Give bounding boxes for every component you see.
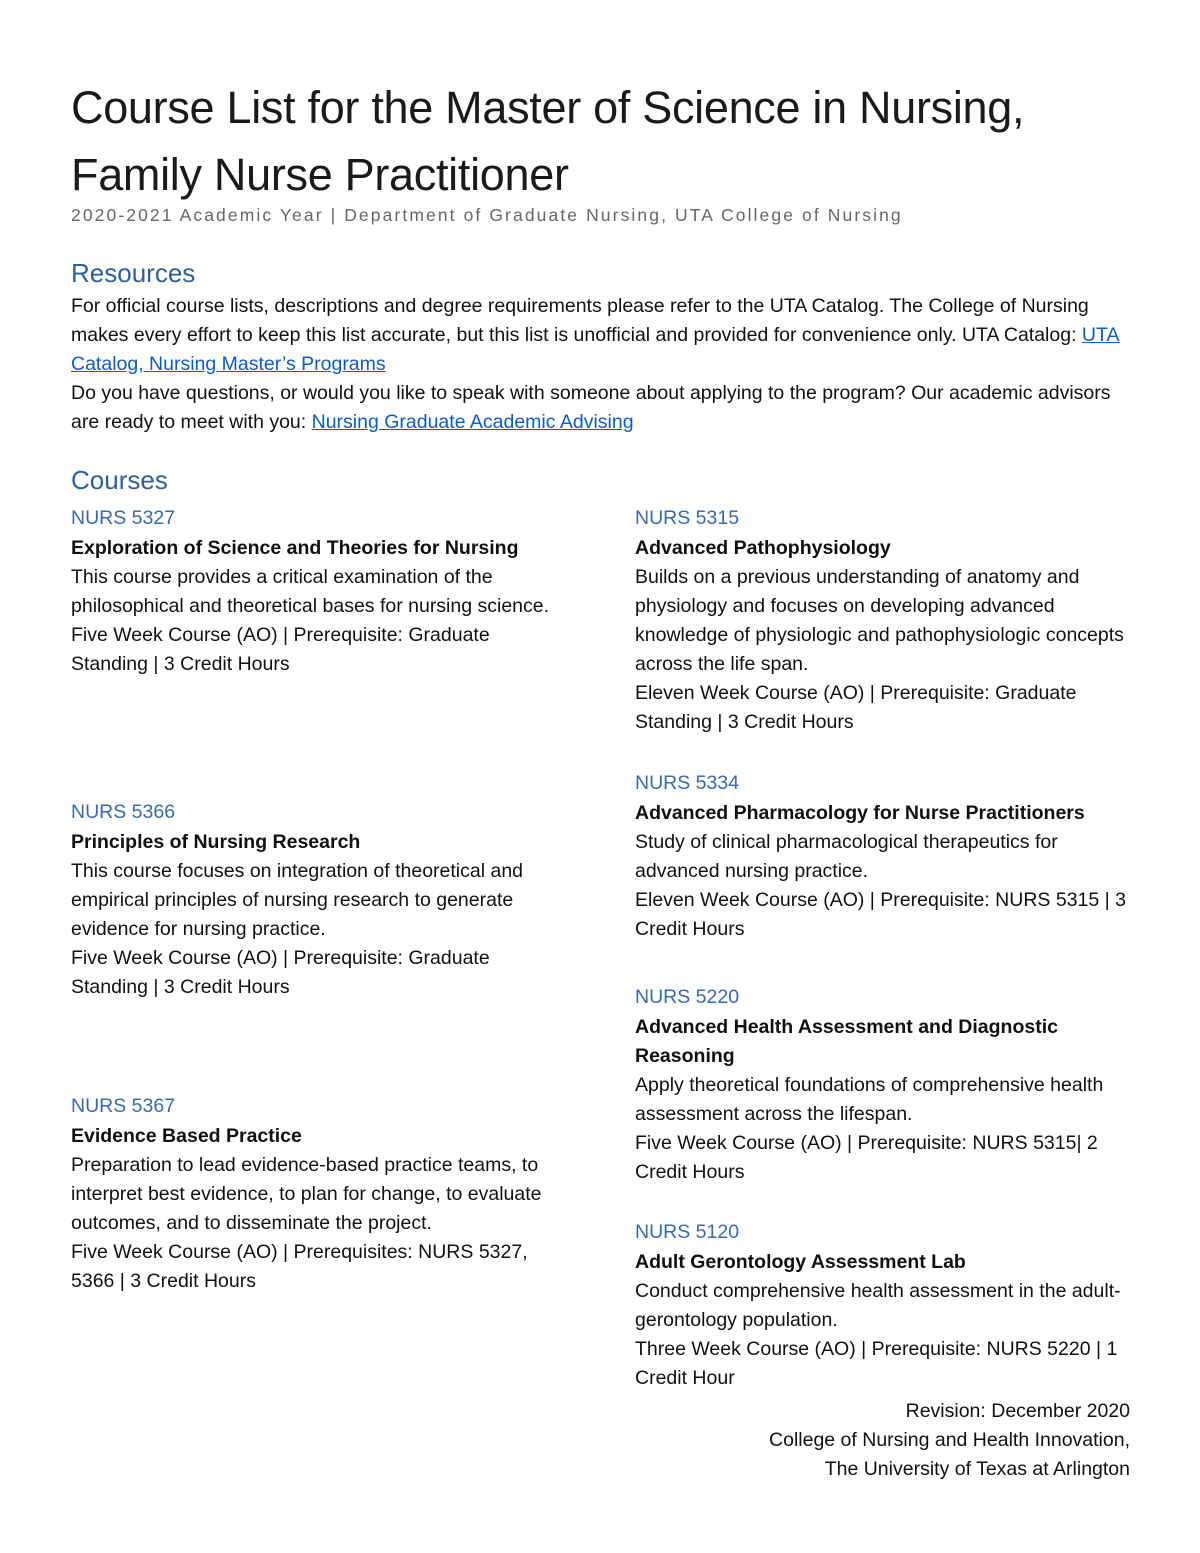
course-nurs-5315 (635, 504, 1135, 737)
course-code: NURS 5220 (635, 986, 740, 1008)
course-code: NURS 5315 (635, 507, 740, 529)
courses-heading: Courses (71, 465, 168, 495)
course-meta: Five Week Course (AO) | Prerequisites: NURS 5327, 5366 | 3 Credit Hours (71, 1241, 528, 1292)
subtitle: 2020-2021 Academic Year | Department of Graduate Nursing, UTA College of Nursing (71, 205, 903, 225)
course-name: Advanced Pharmacology for Nurse Practitioners (635, 802, 1085, 824)
course-nurs-5120 (635, 1218, 1135, 1393)
course-nurs-5334 (635, 769, 1135, 944)
university-name: The University of Texas at Arlington (824, 1458, 1130, 1480)
course-name: Adult Gerontology Assessment Lab (635, 1251, 966, 1273)
course-name: Advanced Pathophysiology (635, 537, 891, 559)
course-description: Study of clinical pharmacological therapeutics for advanced nursing practice. (635, 831, 1058, 882)
uta-catalog-link[interactable]: UTA Catalog, Nursing Master’s Programs (71, 324, 1120, 375)
title-line-2: Family Nurse Practitioner (71, 149, 569, 200)
course-code: NURS 5366 (71, 801, 176, 823)
course-name: Evidence Based Practice (71, 1125, 302, 1147)
course-description: This course provides a critical examination of the philosophical and theoretical bases for nursing science. (71, 566, 550, 617)
resources-paragraph-1-text: For official course lists, descriptions and degree requirements please refer to the UTA Catalog. The College of Nursing makes every effort to keep this list accurate, but this list is unofficial and provided for convenience only. UTA Catalog: (71, 295, 1089, 346)
course-nurs-5220 (635, 983, 1135, 1187)
course-nurs-5366 (71, 798, 571, 1002)
course-meta: Eleven Week Course (AO) | Prerequisite: NURS 5315 | 3 Credit Hours (635, 889, 1126, 940)
course-meta: Eleven Week Course (AO) | Prerequisite: Graduate Standing | 3 Credit Hours (635, 682, 1077, 733)
course-meta: Five Week Course (AO) | Prerequisite: Graduate Standing | 3 Credit Hours (71, 947, 490, 998)
course-code: NURS 5120 (635, 1221, 740, 1243)
resources-section (71, 292, 1131, 437)
revision-date: Revision: December 2020 (905, 1400, 1130, 1422)
resources-heading: Resources (71, 258, 196, 288)
course-description: Apply theoretical foundations of comprehensive health assessment across the lifespan. (635, 1074, 1104, 1125)
course-description: Builds on a previous understanding of anatomy and physiology and focuses on developing advanced knowledge of physiologic and pathophysiologic concepts across the life span. (635, 566, 1124, 675)
course-name: Advanced Health Assessment and Diagnostic Reasoning (635, 1016, 1058, 1067)
course-nurs-5327 (71, 504, 571, 679)
resources-paragraph-2 (71, 379, 1131, 437)
course-description: Preparation to lead evidence-based practice teams, to interpret best evidence, to plan for change, to evaluate outcomes, and to disseminate the project. (71, 1154, 542, 1234)
course-meta: Three Week Course (AO) | Prerequisite: NURS 5220 | 1 Credit Hour (635, 1338, 1118, 1389)
course-description: This course focuses on integration of theoretical and empirical principles of nursing research to generate evidence for nursing practice. (71, 860, 524, 940)
course-name: Principles of Nursing Research (71, 831, 361, 853)
course-nurs-5367 (71, 1092, 571, 1296)
college-name: College of Nursing and Health Innovation, (769, 1429, 1130, 1451)
advising-link[interactable]: Nursing Graduate Academic Advising (311, 411, 634, 433)
course-code: NURS 5367 (71, 1095, 176, 1117)
resources-paragraph-1 (71, 292, 1131, 379)
revision-footer (769, 1397, 1130, 1484)
course-meta: Five Week Course (AO) | Prerequisite: NURS 5315| 2 Credit Hours (635, 1132, 1098, 1183)
title-line-1: Course List for the Master of Science in Nursing, (71, 82, 1025, 133)
course-name: Exploration of Science and Theories for Nursing (71, 537, 519, 559)
course-meta: Five Week Course (AO) | Prerequisite: Graduate Standing | 3 Credit Hours (71, 624, 490, 675)
course-code: NURS 5327 (71, 507, 176, 529)
resources-paragraph-2-text: Do you have questions, or would you like to speak with someone about applying to the program? Our academic advisors are ready to meet with you: (71, 382, 1111, 433)
course-description: Conduct comprehensive health assessment in the adult-gerontology population. (635, 1280, 1121, 1331)
page-title (71, 74, 1131, 208)
course-code: NURS 5334 (635, 772, 740, 794)
